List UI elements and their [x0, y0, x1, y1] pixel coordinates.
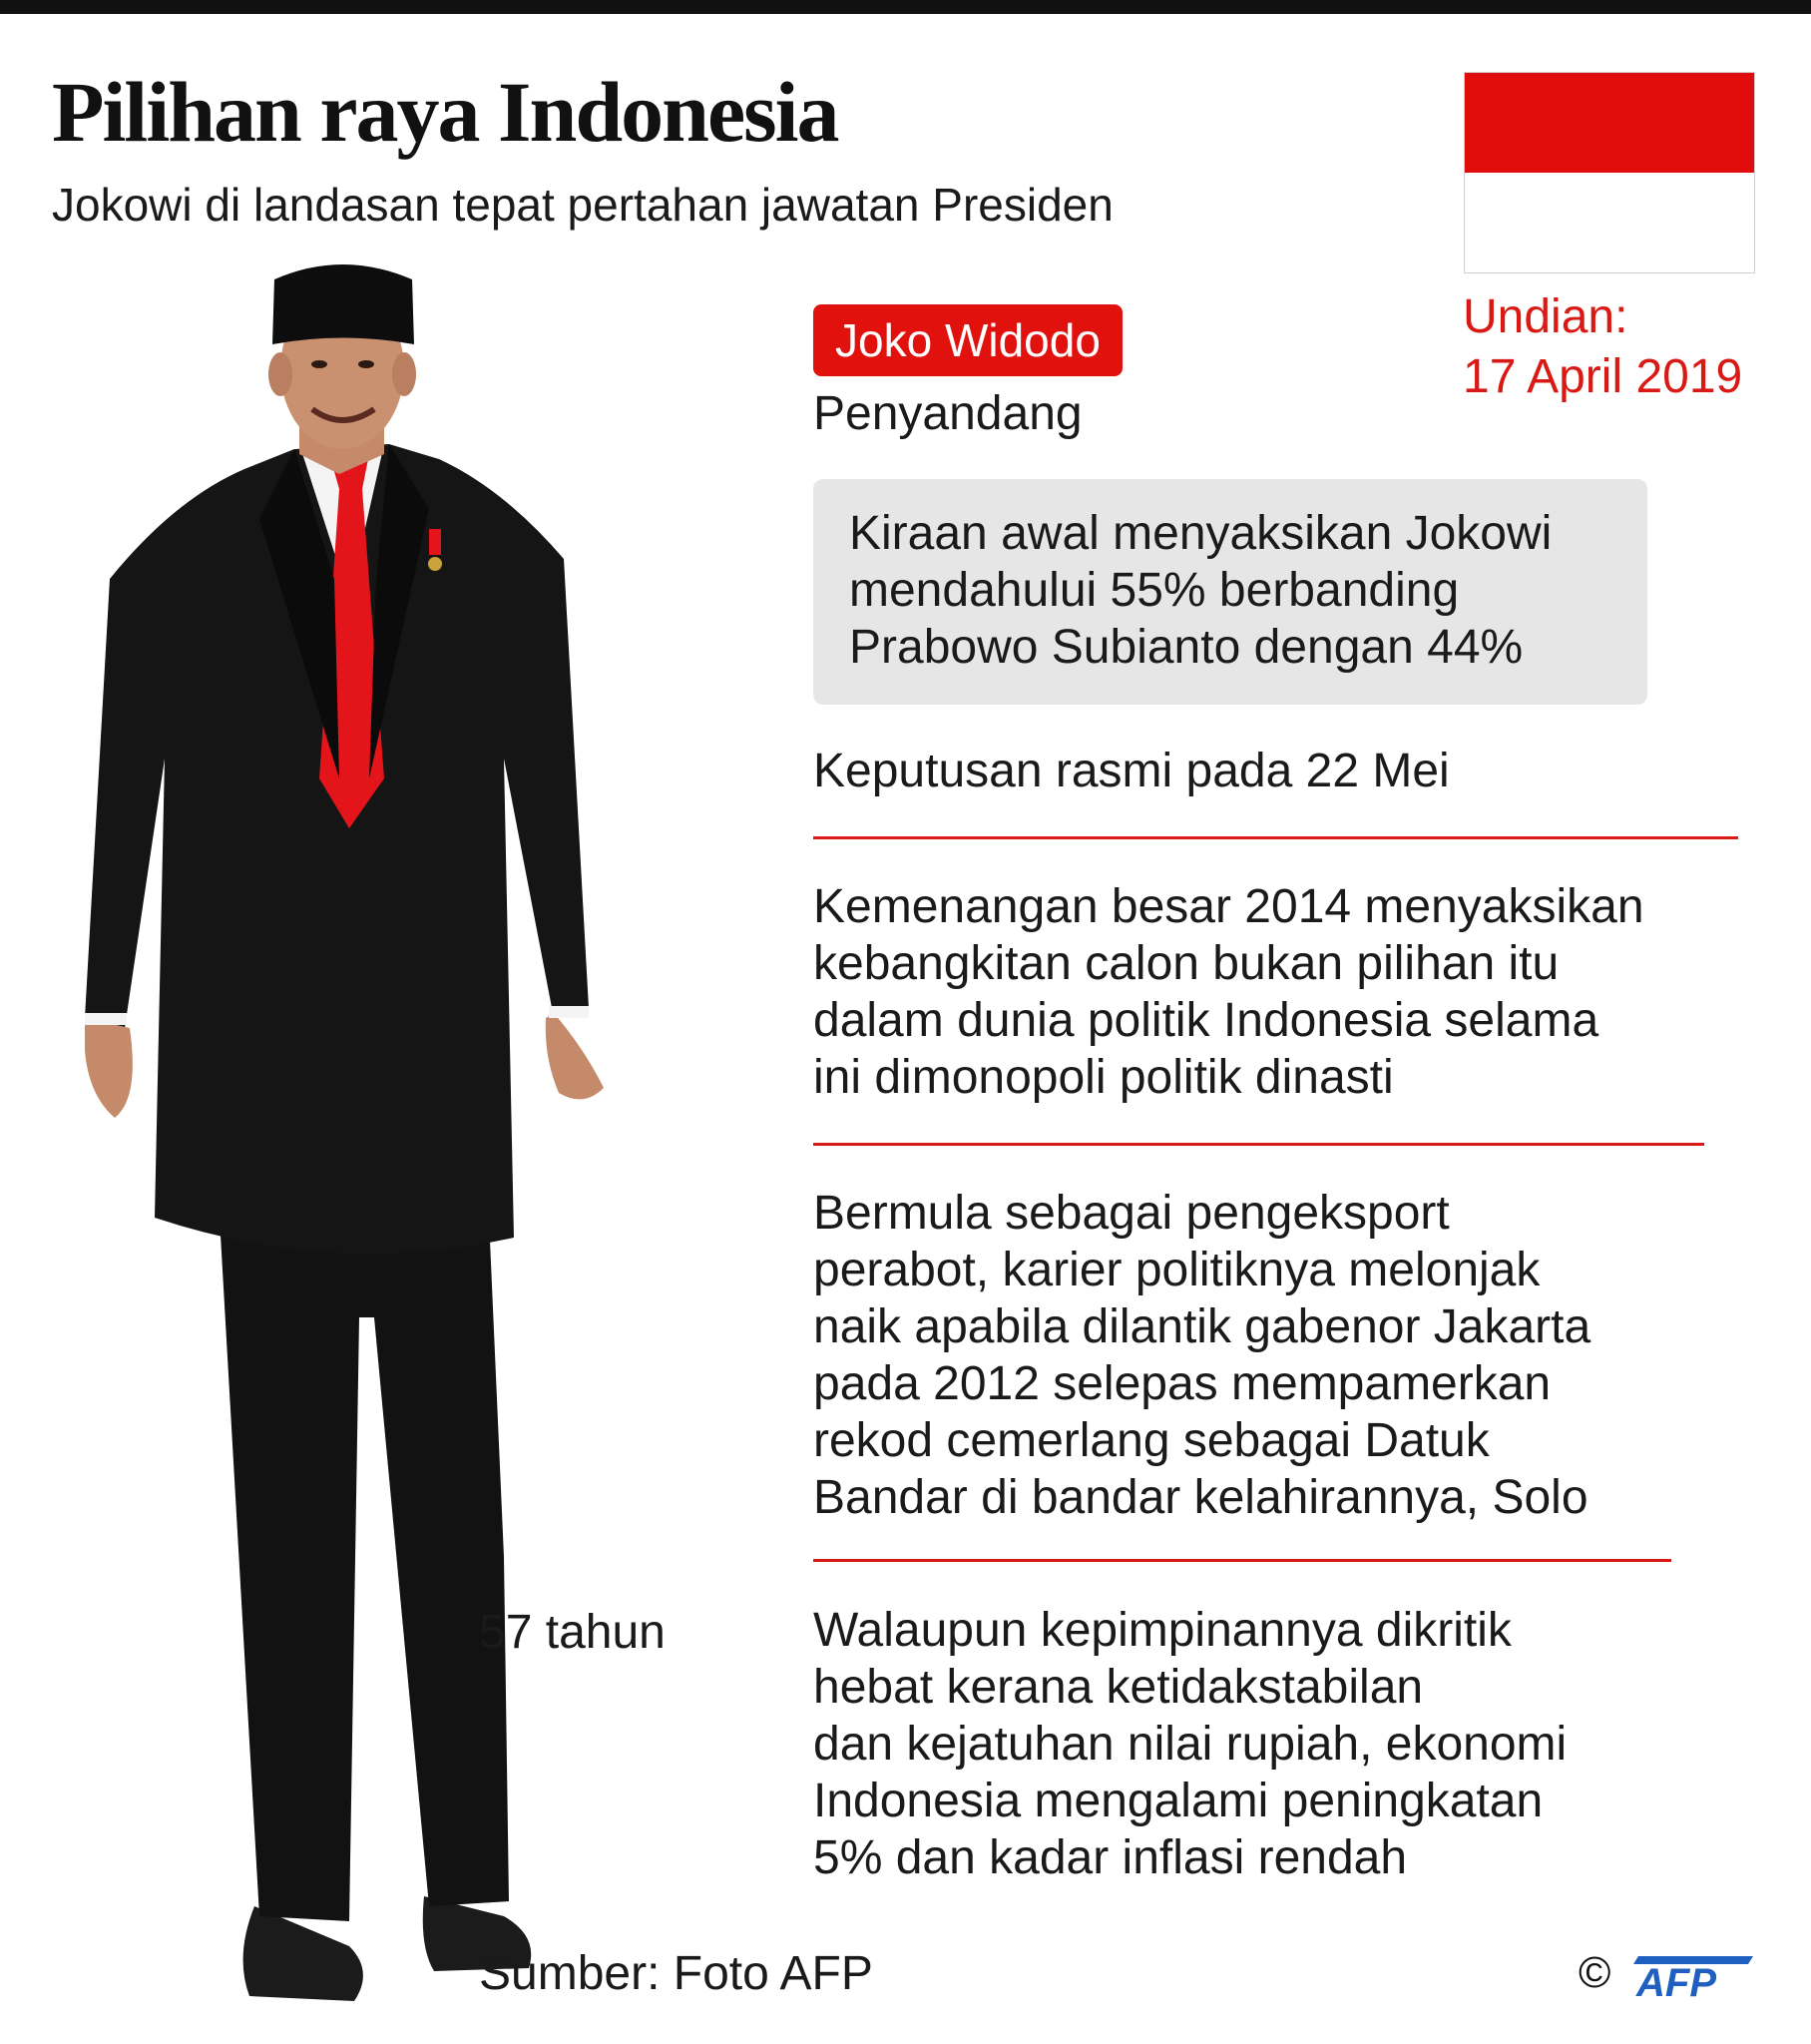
paragraph-economy — [813, 1602, 1567, 1886]
paragraph-line: 5% dan kadar inflasi rendah — [813, 1831, 1408, 1884]
paragraph-line: Indonesia mengalami peningkatan — [813, 1775, 1544, 1827]
afp-logo — [1628, 1944, 1758, 2004]
left-hand — [85, 1018, 133, 1118]
election-date: 17 April 2019 — [1463, 350, 1743, 403]
right-hand — [546, 1013, 604, 1099]
trousers — [220, 1218, 509, 1921]
official-result-date: Keputusan rasmi pada 22 Mei — [813, 745, 1450, 797]
paragraph-2014-victory — [813, 878, 1644, 1106]
paragraph-line: perabot, karier politiknya melonjak — [813, 1244, 1541, 1296]
preliminary-result-box — [813, 479, 1647, 705]
indonesia-flag — [1464, 72, 1755, 273]
paragraph-line: Walaupun kepimpinannya dikritik — [813, 1604, 1512, 1657]
highlight-line: Kiraan awal menyaksikan Jokowi — [849, 507, 1553, 560]
election-label: Undian: — [1463, 290, 1628, 343]
paragraph-line: hebat kerana ketidakstabilan — [813, 1661, 1424, 1714]
candidate-role: Penyandang — [813, 387, 1083, 440]
page-subtitle: Jokowi di landasan tepat pertahan jawatan Presiden — [52, 179, 1114, 231]
paragraph-line: naik apabila dilantik gabenor Jakarta — [813, 1300, 1591, 1353]
paragraph-line: kebangkitan calon bukan pilihan itu — [813, 937, 1560, 990]
candidate-name-badge: Joko Widodo — [813, 304, 1123, 376]
lapel-pin — [429, 529, 441, 555]
paragraph-line: dalam dunia politik Indonesia selama — [813, 994, 1599, 1047]
section-divider — [813, 1559, 1671, 1562]
highlight-line: Prabowo Subianto dengan 44% — [849, 621, 1524, 674]
copyright-symbol: © — [1579, 1948, 1611, 1997]
highlight-line: mendahului 55% berbanding — [849, 564, 1460, 617]
section-divider — [813, 836, 1738, 839]
paragraph-line: dan kejatuhan nilai rupiah, ekonomi — [813, 1718, 1568, 1771]
section-divider — [813, 1143, 1704, 1146]
election-date-block — [1463, 287, 1742, 407]
paragraph-line: Bandar di bandar kelahirannya, Solo — [813, 1471, 1588, 1524]
paragraph-line: rekod cemerlang sebagai Datuk — [813, 1414, 1490, 1467]
jokowi-portrait — [85, 259, 664, 2036]
flag-white-band — [1465, 173, 1754, 272]
paragraph-line: ini dimonopoli politik dinasti — [813, 1051, 1394, 1104]
photo-source: Sumber: Foto AFP — [479, 1947, 873, 2000]
paragraph-line: pada 2012 selepas mempamerkan — [813, 1357, 1552, 1410]
candidate-age: 57 tahun — [479, 1606, 666, 1659]
paragraph-career — [813, 1185, 1590, 1526]
peci-cap — [272, 264, 414, 344]
top-rule — [0, 0, 1811, 14]
svg-text:AFP: AFP — [1636, 1961, 1716, 2004]
paragraph-line: Kemenangan besar 2014 menyaksikan — [813, 880, 1644, 933]
flag-red-band — [1465, 73, 1754, 173]
paragraph-line: Bermula sebagai pengeksport — [813, 1187, 1450, 1240]
page-title: Pilihan raya Indonesia — [52, 64, 838, 160]
